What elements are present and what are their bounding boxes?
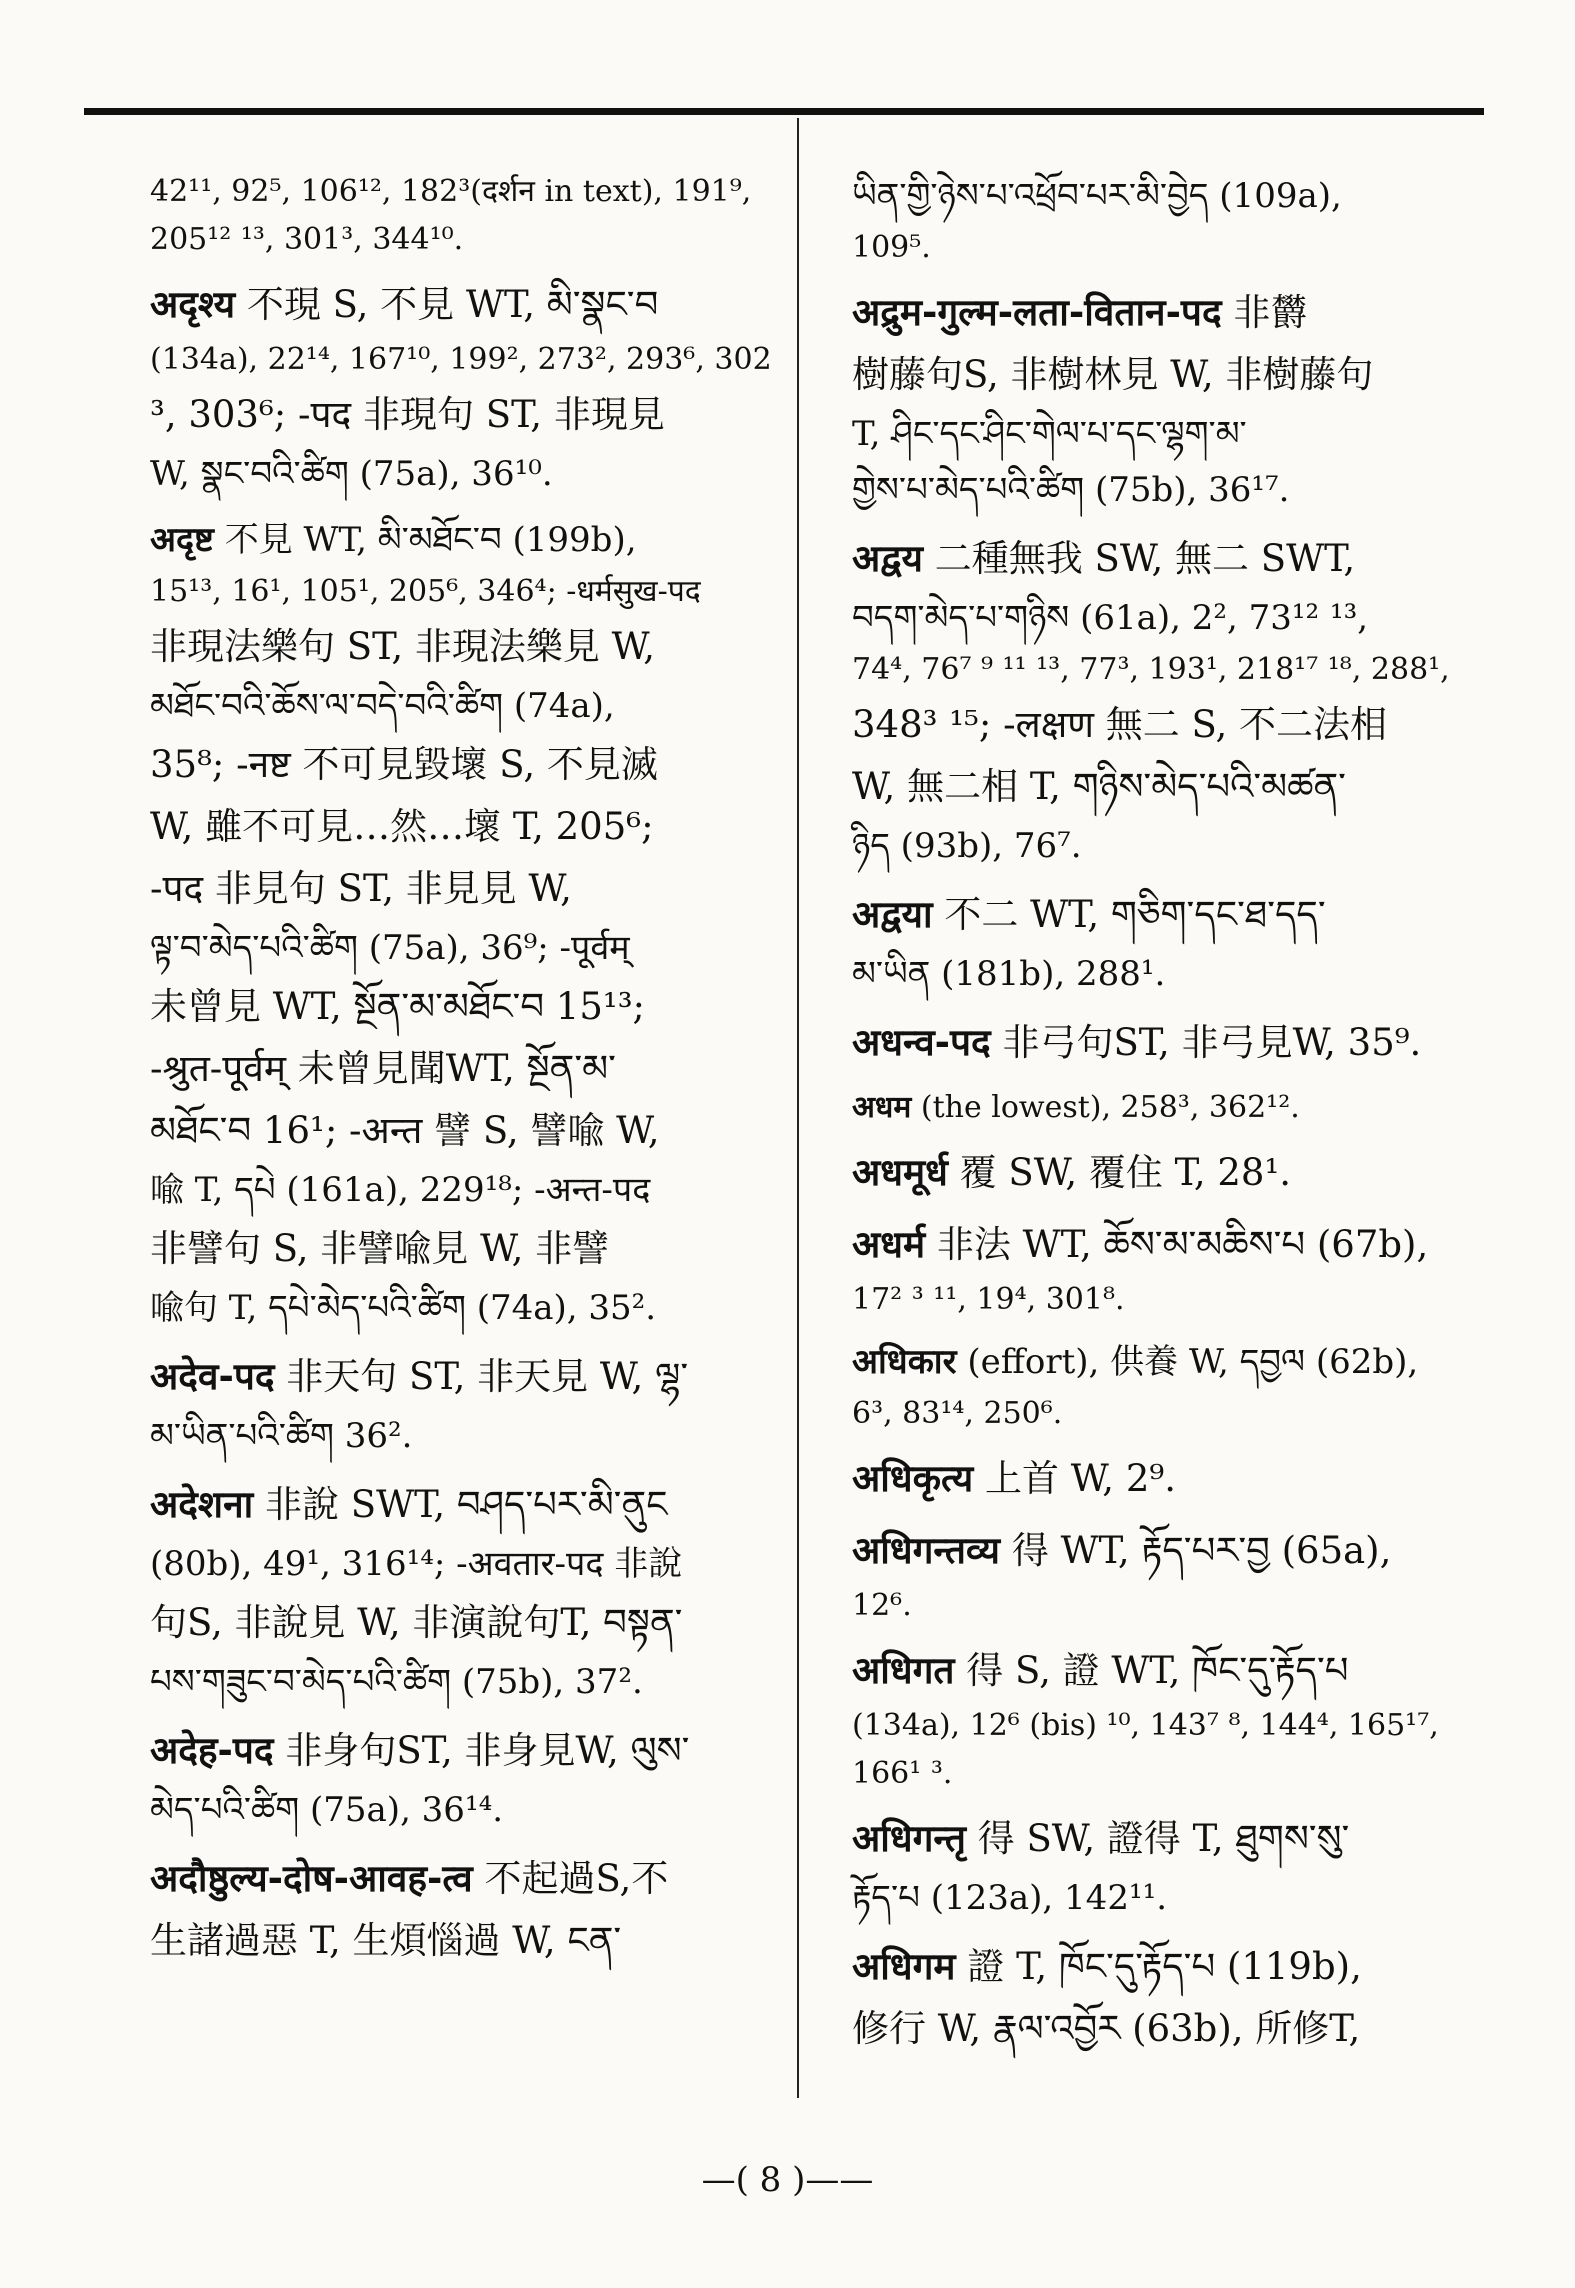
entry-line (150, 274, 770, 336)
headword: अद्वय (852, 537, 924, 580)
entry-text: 得 S, 證 WT, ཁོང་དུ་རྟོད་པ (966, 1649, 1349, 1692)
entry-text: བདག་མེད་པ་གཉིས (61a), 2², 73¹² ¹³, (852, 598, 1369, 638)
entry-line (150, 1408, 770, 1464)
entry-line (852, 462, 1472, 518)
entry-text: ལྟ་བ་མེད་པའི་ཚིག (75a), 36⁹; -पूर्वम् (150, 928, 630, 968)
headword: अधम (852, 1090, 912, 1125)
entry-line (852, 756, 1472, 818)
entry-line (150, 446, 770, 502)
entry-line (852, 1448, 1472, 1510)
entry-text: མེད་པའི་ཚིག (75a), 36¹⁴. (150, 1790, 504, 1830)
headword: अद्वया (852, 893, 933, 936)
entry-text: ཉིད (93b), 76⁷. (852, 826, 1082, 866)
entry-text: 非身句ST, 非身見W, ལུས་ (285, 1729, 690, 1772)
entry-line (150, 1280, 770, 1336)
entry-line (852, 1936, 1472, 1998)
entry-line (852, 1640, 1472, 1702)
dictionary-entry (852, 1640, 1472, 1798)
headword: अधिकार (852, 1342, 957, 1382)
entry-text: 不二 WT, གཅིག་དང་ཐ་དད་ (944, 893, 1326, 936)
entry-text: (effort), 供養 W, དབྱལ (62b), (967, 1342, 1419, 1382)
headword: अधिगन्तव्य (852, 1529, 1001, 1572)
entry-text: (the lowest), 258³, 362¹². (920, 1090, 1300, 1125)
entry-line (852, 344, 1472, 406)
entry-line (150, 678, 770, 734)
headword: अधिगत (852, 1649, 955, 1692)
entry-line (150, 734, 770, 796)
entry-text: 喩 T, དཔེ (161a), 229¹⁸; -अन्त-पद (150, 1170, 651, 1210)
entry-text: 得 SW, 證得 T, ཐུགས་སུ་ (977, 1817, 1350, 1860)
entry-text: མཐོང་བ 16¹; -अन्त 譬 S, 譬喩 W, (150, 1109, 660, 1152)
entry-line (852, 884, 1472, 946)
dictionary-entry (150, 1720, 770, 1838)
dictionary-entry (852, 1808, 1472, 1926)
dictionary-entry (852, 1084, 1472, 1132)
headword: अदृश्य (150, 283, 236, 326)
entry-text: 非欝 (1233, 291, 1308, 334)
entry-text: གྱེས་པ་མེད་པའི་ཚིག (75b), 36¹⁷. (852, 470, 1290, 510)
entry-text: 166¹ ³. (852, 1756, 953, 1791)
entry-line (852, 1084, 1472, 1132)
entry-line (150, 1100, 770, 1162)
entry-line (852, 1808, 1472, 1870)
entry-text: 覆 SW, 覆住 T, 28¹. (959, 1151, 1292, 1194)
column-divider (797, 118, 799, 2098)
entry-line (852, 1750, 1472, 1798)
dictionary-entry (852, 282, 1472, 518)
entry-text: T, ཤིང་དང་ཤིང་གེལ་པ་དང་ལྷག་མ་ (852, 414, 1247, 454)
headword: अदृष्ट (150, 520, 214, 560)
dictionary-entry (852, 1142, 1472, 1204)
entry-text: 非說 SWT, བཤད་པར་མི་ནུང (264, 1483, 668, 1526)
entry-text: (134a), 22¹⁴, 167¹⁰, 199², 273², 293⁶, 302 (150, 342, 772, 377)
dictionary-entry (150, 274, 770, 502)
entry-text: 不起過S,不 (484, 1857, 669, 1900)
dictionary-entry (150, 1346, 770, 1464)
entry-line (852, 946, 1472, 1002)
dictionary-entry (852, 528, 1472, 874)
entry-line (852, 406, 1472, 462)
entry-text: མཐོང་བའི་ཆོས་ལ་བདེ་བའི་ཚིག (74a), (150, 686, 615, 726)
headword: अधमूर्ध (852, 1151, 948, 1194)
dictionary-entry (150, 168, 770, 264)
entry-line (852, 1998, 1472, 2060)
entry-text: 不見 WT, མི་མཐོང་བ (199b), (224, 520, 637, 560)
dictionary-entry (852, 884, 1472, 1002)
entry-line (150, 1720, 770, 1782)
entry-text: 未曾見 WT, སྔོན་མ་མཐོང་བ 15¹³; (150, 985, 646, 1028)
entry-line (150, 1654, 770, 1710)
entry-line (150, 384, 770, 446)
headword: अधिकृत्य (852, 1457, 974, 1500)
entry-text: མ་ཡིན (181b), 288¹. (852, 954, 1166, 994)
entry-line (150, 1474, 770, 1536)
headword: अदेह-पद (150, 1729, 274, 1772)
entry-text: མ་ཡིན་པའི་ཚིག 36². (150, 1416, 413, 1456)
entry-line (852, 1142, 1472, 1204)
entry-line (852, 1582, 1472, 1630)
dictionary-entry (150, 1848, 770, 1972)
entry-text: པས་གཟུང་བ་མེད་པའི་ཚིག (75b), 37². (150, 1662, 643, 1702)
entry-text: W, 無二相 T, གཉིས་མེད་པའི་མཚན་ (852, 765, 1346, 808)
entry-text: W, 雖不可見…然…壞 T, 205⁶; (150, 805, 654, 848)
entry-line (150, 1218, 770, 1280)
entry-text: (80b), 49¹, 316¹⁴; -अवतार-पद 非說 (150, 1544, 683, 1584)
entry-text: 74⁴, 76⁷ ⁹ ¹¹ ¹³, 77³, 193¹, 218¹⁷ ¹⁸, 288¹, (852, 652, 1450, 687)
dictionary-entry (852, 1334, 1472, 1438)
entry-line (150, 976, 770, 1038)
entry-line (150, 512, 770, 568)
entry-line (150, 1910, 770, 1972)
headword: अदेव-पद (150, 1355, 275, 1398)
dictionary-entry (852, 1012, 1472, 1074)
entry-line (852, 528, 1472, 590)
headword: अधन्व-पद (852, 1021, 991, 1064)
entry-line (852, 1276, 1472, 1324)
entry-line (150, 920, 770, 976)
entry-text: 17² ³ ¹¹, 19⁴, 301⁸. (852, 1282, 1125, 1317)
entry-line (150, 1536, 770, 1592)
entry-text: 得 WT, རྟོད་པར་བྱ (65a), (1011, 1529, 1392, 1572)
entry-text: 句S, 非說見 W, 非演說句T, བསྟན་ (150, 1601, 683, 1644)
entry-line (150, 1038, 770, 1100)
entry-line (150, 336, 772, 384)
headword: अदौष्ठुल्य-दोष-आवह-त्व (150, 1857, 473, 1900)
left-column (150, 168, 770, 1982)
dictionary-entry (852, 1520, 1472, 1630)
entry-line (852, 694, 1472, 756)
entry-line (150, 1848, 770, 1910)
headword: अधिगन्तृ (852, 1817, 966, 1860)
entry-text: 喩句 T, དཔེ་མེད་པའི་ཚིག (74a), 35². (150, 1288, 657, 1328)
entry-text: -श्रुत-पूर्वम् 未曾見聞WT, སྔོན་མ་ (150, 1047, 616, 1090)
entry-text: 205¹² ¹³, 301³, 344¹⁰. (150, 222, 464, 257)
dictionary-entry (852, 1214, 1472, 1324)
entry-line (852, 1214, 1472, 1276)
entry-text: 修行 W, རྣལ་འབྱོར (63b), 所修T, (852, 2007, 1361, 2050)
headword: अदेशना (150, 1483, 254, 1526)
right-column (852, 168, 1472, 2070)
entry-line (852, 1702, 1472, 1750)
entry-line (150, 616, 770, 678)
entry-text: 42¹¹, 92⁵, 106¹², 182³(दर्शन in text), 191⁹, (150, 174, 752, 209)
dictionary-entry (852, 168, 1472, 272)
entry-line (852, 1334, 1472, 1390)
entry-text: (134a), 12⁶ (bis) ¹⁰, 143⁷ ⁸, 144⁴, 165¹⁷, (852, 1708, 1439, 1743)
entry-text: 樹藤句S, 非樹林見 W, 非樹藤句 (852, 353, 1374, 396)
entry-text: 348³ ¹⁵; -लक्षण 無二 S, 不二法相 (852, 703, 1388, 746)
entry-text: ³, 303⁶; -पद 非現句 ST, 非現見 (150, 393, 665, 436)
entry-text: 非譬句 S, 非譬喩見 W, 非譬 (150, 1227, 610, 1270)
entry-text: -पद 非見句 ST, 非見見 W, (150, 867, 572, 910)
entry-line (150, 796, 770, 858)
entry-line (150, 1162, 770, 1218)
entry-text: 15¹³, 16¹, 105¹, 205⁶, 346⁴; -धर्मसुख-पद (150, 574, 701, 609)
headword: अद्रुम-गुल्म-लता-वितान-पद (852, 291, 1222, 334)
dictionary-entry (150, 1474, 770, 1710)
entry-text: 上首 W, 2⁹. (984, 1457, 1176, 1500)
entry-line (852, 1870, 1472, 1926)
dictionary-entry (852, 1936, 1472, 2060)
entry-line (852, 818, 1472, 874)
entry-line (852, 1390, 1472, 1438)
entry-line (150, 1782, 770, 1838)
entry-line (150, 568, 770, 616)
entry-line (150, 168, 770, 216)
entry-line (852, 168, 1472, 224)
dictionary-entry (150, 512, 770, 1336)
entry-text: 35⁸; -नष्ट 不可見毀壞 S, 不見滅 (150, 743, 658, 786)
entry-line (852, 282, 1472, 344)
entry-text: 非現法樂句 ST, 非現法樂見 W, (150, 625, 655, 668)
entry-text: 109⁵. (852, 230, 931, 265)
headword: अधिगम (852, 1945, 956, 1988)
entry-line (150, 216, 770, 264)
page-number: —( 8 )—— (701, 2160, 874, 2200)
entry-line (150, 858, 770, 920)
dictionary-entry (852, 1448, 1472, 1510)
entry-line (852, 590, 1472, 646)
entry-text: 二種無我 SW, 無二 SWT, (934, 537, 1356, 580)
entry-text: 非天句 ST, 非天見 W, ལྷ་ (286, 1355, 689, 1398)
entry-text: 非弓句ST, 非弓見W, 35⁹. (1002, 1021, 1422, 1064)
entry-text: 證 T, ཁོང་དུ་རྟོད་པ (119b), (967, 1945, 1362, 1988)
headword: अधर्म (852, 1223, 926, 1266)
entry-text: 不現 S, 不見 WT, མི་སྣང་བ (246, 283, 659, 326)
entry-text: 生諸過惡 T, 生煩惱過 W, ངན་ (150, 1919, 622, 1962)
top-rule (84, 108, 1484, 115)
entry-text: 12⁶. (852, 1588, 912, 1623)
entry-text: 非法 WT, ཆོས་མ་མཆིས་པ (67b), (936, 1223, 1429, 1266)
entry-line (852, 1012, 1472, 1074)
entry-line (150, 1346, 770, 1408)
entry-line (852, 1520, 1472, 1582)
entry-text: རྟོད་པ (123a), 142¹¹. (852, 1878, 1168, 1918)
entry-text: W, སྣང་བའི་ཚིག (75a), 36¹⁰. (150, 454, 553, 494)
entry-text: 6³, 83¹⁴, 250⁶. (852, 1396, 1063, 1431)
entry-line (852, 224, 1472, 272)
entry-text: ཡིན་གྱི་ཉེས་པ་འཕྲོབ་པར་མི་བྱེད (109a), (852, 176, 1342, 216)
entry-line (852, 646, 1472, 694)
entry-line (150, 1592, 770, 1654)
